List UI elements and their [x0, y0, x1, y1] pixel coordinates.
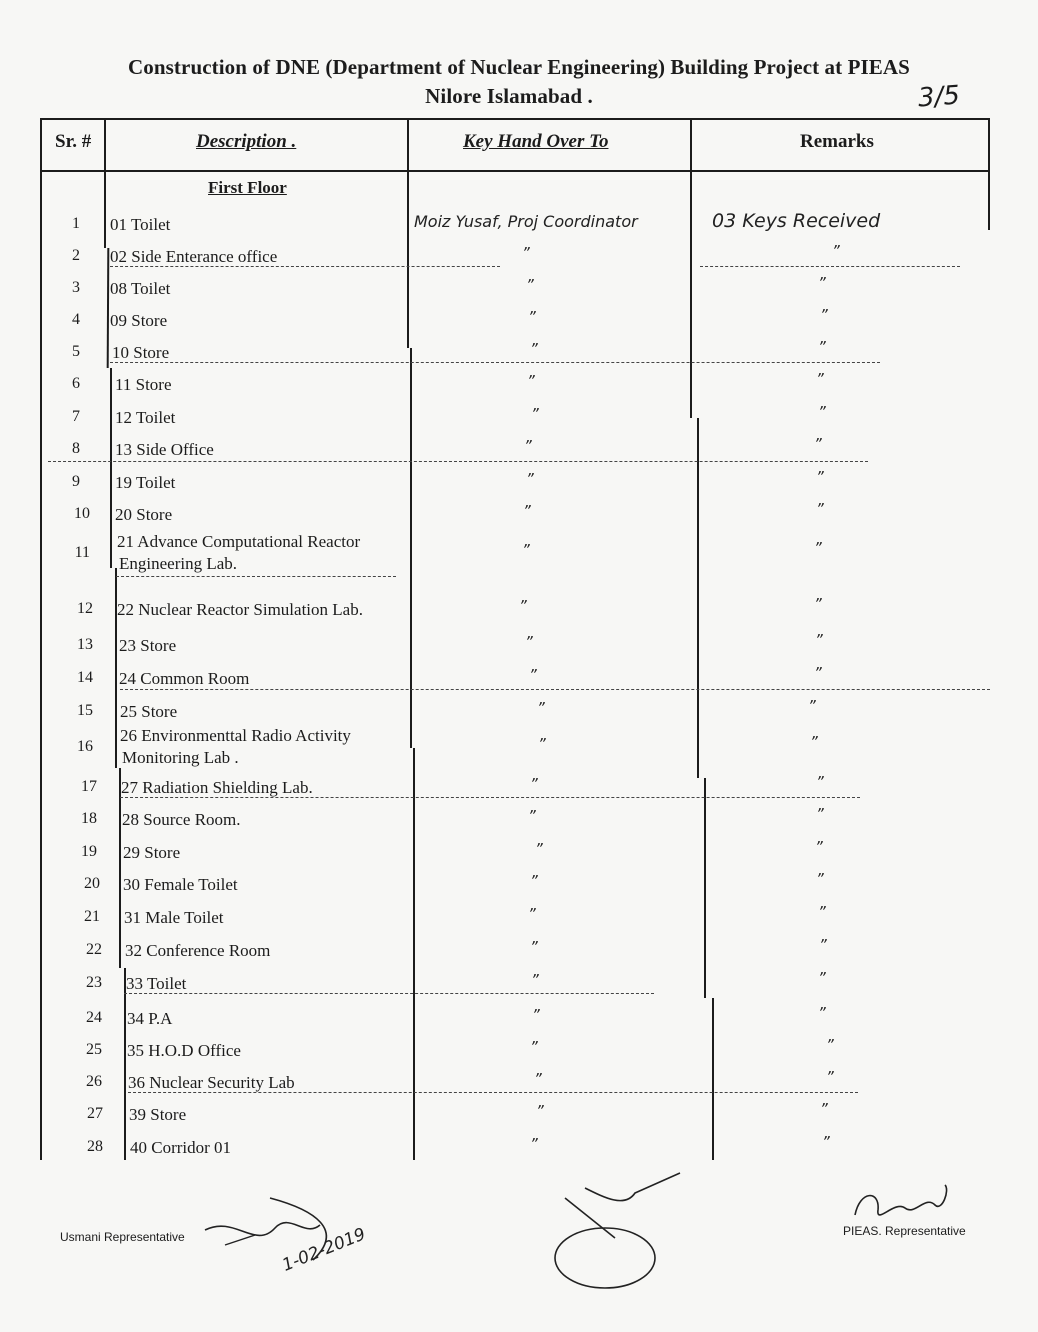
handover-ditto-mark: ” [526, 470, 534, 488]
handover-first-entry: Moiz Yusaf, Proj Coordinator [414, 212, 638, 231]
row-description: 28 Source Room. [122, 810, 241, 829]
remarks-ditto-mark: ” [820, 306, 828, 324]
remarks-ditto-mark: ” [816, 870, 824, 888]
remarks-ditto-mark: ” [820, 1100, 828, 1118]
section-first-floor: First Floor [208, 178, 287, 197]
row-sr-number: 14 [77, 669, 93, 686]
header-key-hand-over-to: Key Hand Over To [463, 131, 609, 152]
row-description: 13 Side Office [115, 440, 214, 459]
remarks-ditto-mark: ” [814, 664, 822, 682]
row-sr-number: 4 [72, 311, 80, 328]
row-description: 40 Corridor 01 [130, 1138, 232, 1157]
row-sr-number: 28 [87, 1138, 103, 1155]
row-description: 31 Male Toilet [124, 908, 224, 927]
handover-ditto-mark: ” [530, 1135, 538, 1153]
row-sr-number: 25 [86, 1041, 102, 1058]
row-description: 10 Store [112, 343, 170, 362]
row-separator [110, 362, 880, 363]
desc-left-border-f [124, 968, 126, 1160]
remarks-left-border-a [690, 118, 692, 418]
remarks-ditto-mark: ” [818, 274, 826, 292]
handover-ditto-mark: ” [522, 541, 530, 559]
row-description: 36 Nuclear Security Lab [128, 1073, 295, 1092]
row-description: 29 Store [123, 843, 181, 862]
pieas-signature-icon [850, 1180, 960, 1230]
row-sr-number: 8 [72, 440, 80, 457]
row-sr-number: 17 [81, 778, 97, 795]
row-description: 22 Nuclear Reactor Simulation Lab. [117, 600, 363, 619]
handover-ditto-mark: ” [527, 372, 535, 390]
row-description: 23 Store [119, 636, 177, 655]
row-description: 09 Store [110, 311, 168, 330]
remarks-ditto-mark: ” [819, 936, 827, 954]
handover-ditto-mark: ” [528, 807, 536, 825]
remarks-left-border-b [697, 418, 699, 778]
row-description: 33 Toilet [126, 974, 187, 993]
row-separator [128, 1092, 858, 1093]
header-remarks: Remarks [800, 131, 874, 152]
remarks-left-border-c [704, 778, 706, 998]
desc-left-border-a [104, 118, 106, 248]
handover-ditto-mark: ” [528, 905, 536, 923]
row-description: 24 Common Room [119, 669, 250, 688]
row-description: 12 Toilet [115, 408, 176, 427]
remarks-ditto-mark: ” [816, 370, 824, 388]
row-sr-number: 1 [72, 215, 80, 232]
handover-ditto-mark: ” [519, 597, 527, 615]
row-description: 19 Toilet [115, 473, 176, 492]
row-sr-number: 7 [72, 408, 80, 425]
row-description: 01 Toilet [110, 215, 171, 234]
remarks-ditto-mark: ” [816, 805, 824, 823]
handover-ditto-mark: ” [528, 308, 536, 326]
row-sr-number: 9 [72, 473, 80, 490]
row-description: 30 Female Toilet [123, 875, 238, 894]
row-description: 02 Side Enterance office [110, 247, 278, 266]
row-sr-number: 2 [72, 247, 80, 264]
remarks-ditto-mark: ” [815, 631, 823, 649]
handover-ditto-mark: ” [523, 502, 531, 520]
row-separator [700, 266, 960, 267]
remarks-ditto-mark: ” [818, 403, 826, 421]
handover-ditto-mark: ” [530, 340, 538, 358]
handover-left-border-b [410, 348, 412, 748]
handover-ditto-mark: ” [530, 872, 538, 890]
usmani-representative-label: Usmani Representative [60, 1230, 185, 1244]
remarks-first-entry: 03 Keys Received [712, 210, 881, 232]
handover-ditto-mark: ” [526, 276, 534, 294]
table-top-border [40, 118, 990, 120]
desc-left-border-b [107, 248, 110, 368]
row-separator [48, 461, 868, 462]
title-line-1: Construction of DNE (Department of Nuclear Engineering) Building Project at PIEAS [128, 55, 910, 79]
header-description: Description . [196, 131, 297, 152]
remarks-ditto-mark: ” [816, 773, 824, 791]
handover-ditto-mark: ” [522, 244, 530, 262]
handover-left-border-c [413, 748, 415, 1160]
handover-ditto-mark: ” [530, 775, 538, 793]
row-description: 32 Conference Room [125, 941, 271, 960]
row-sr-number: 21 [84, 908, 100, 925]
remarks-ditto-mark: ” [808, 697, 816, 715]
remarks-ditto-mark: ” [816, 468, 824, 486]
remarks-ditto-mark: ” [814, 595, 822, 613]
row-sr-number: 26 [86, 1073, 102, 1090]
row-sr-number: 22 [86, 941, 102, 958]
row-separator [124, 993, 654, 994]
row-sr-number: 11 [74, 544, 90, 561]
row-sr-number: 3 [72, 279, 80, 296]
remarks-ditto-mark: ” [832, 242, 840, 260]
row-sr-number: 12 [77, 600, 93, 617]
row-sr-number: 6 [72, 375, 80, 392]
row-description: 26 Environmenttal Radio Activity [120, 726, 351, 745]
remarks-ditto-mark: ” [814, 539, 822, 557]
handover-ditto-mark: ” [525, 633, 533, 651]
handover-ditto-mark: ” [530, 1038, 538, 1056]
row-description: 21 Advance Computational Reactor [117, 532, 361, 551]
handover-ditto-mark: ” [524, 437, 532, 455]
pieas-representative-label: PIEAS. Representative [843, 1224, 966, 1238]
handover-ditto-mark: ” [535, 840, 543, 858]
remarks-ditto-mark: ” [814, 435, 822, 453]
table-right-border [988, 118, 990, 230]
handover-ditto-mark: ” [531, 971, 539, 989]
remarks-ditto-mark: ” [816, 500, 824, 518]
remarks-ditto-mark: ” [822, 1133, 830, 1151]
row-sr-number: 10 [74, 505, 90, 522]
row-description: 11 Store [115, 375, 172, 394]
row-sr-number: 15 [77, 702, 93, 719]
remarks-ditto-mark: ” [818, 969, 826, 987]
row-sr-number: 19 [81, 843, 97, 860]
usmani-signature-icon [195, 1190, 385, 1270]
row-separator [120, 797, 860, 798]
usmani-sign-date: 1-02-2019 [279, 1224, 369, 1276]
row-sr-number: 5 [72, 343, 80, 360]
row-description: 20 Store [115, 505, 173, 524]
row-description: 35 H.O.D Office [127, 1041, 241, 1060]
page-number-mark: 3/5 [917, 80, 961, 114]
handover-ditto-mark: ” [532, 1006, 540, 1024]
title-line-2: Nilore Islamabad . [425, 84, 593, 108]
remarks-ditto-mark: ” [810, 733, 818, 751]
table-header-border [40, 170, 990, 172]
remarks-ditto-mark: ” [826, 1068, 834, 1086]
row-separator [110, 266, 500, 267]
desc-left-border-d [115, 568, 117, 768]
row-separator [120, 689, 990, 690]
handover-ditto-mark: ” [538, 735, 546, 753]
row-description: 39 Store [129, 1105, 187, 1124]
row-sr-number: 27 [87, 1105, 103, 1122]
remarks-ditto-mark: ” [818, 338, 826, 356]
remarks-ditto-mark: ” [815, 838, 823, 856]
contractor-signature-icon [545, 1168, 695, 1318]
row-description: 27 Radiation Shielding Lab. [121, 778, 313, 797]
handover-ditto-mark: ” [534, 1070, 542, 1088]
handover-ditto-mark: ” [530, 938, 538, 956]
row-sr-number: 16 [77, 738, 93, 755]
row-sr-number: 13 [77, 636, 93, 653]
remarks-left-border-d [712, 998, 714, 1160]
row-sr-number: 18 [81, 810, 97, 827]
row-separator [116, 576, 396, 577]
row-sr-number: 23 [86, 974, 102, 991]
remarks-ditto-mark: ” [818, 1004, 826, 1022]
remarks-ditto-mark: ” [818, 903, 826, 921]
row-description: 34 P.A [127, 1009, 173, 1028]
header-sr: Sr. # [55, 131, 92, 152]
row-description: 25 Store [120, 702, 178, 721]
handover-ditto-mark: ” [536, 1102, 544, 1120]
handover-ditto-mark: ” [531, 405, 539, 423]
handover-ditto-mark: ” [529, 666, 537, 684]
row-description: 08 Toilet [110, 279, 171, 298]
handover-ditto-mark: ” [537, 699, 545, 717]
desc-left-border-c [110, 368, 112, 568]
remarks-ditto-mark: ” [826, 1036, 834, 1054]
handover-left-border-a [407, 118, 409, 348]
row-sr-number: 20 [84, 875, 100, 892]
row-description-line-2: Engineering Lab. [119, 554, 238, 573]
row-description-line-2: Monitoring Lab . [122, 748, 239, 767]
row-sr-number: 24 [86, 1009, 102, 1026]
